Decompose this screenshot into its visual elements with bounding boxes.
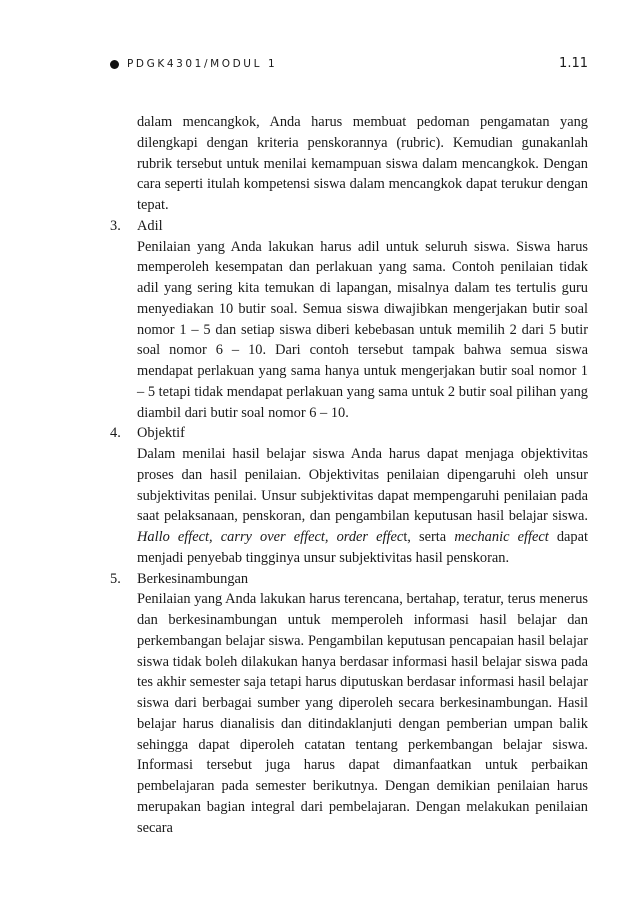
list-item-objektif <box>110 423 588 568</box>
page-body <box>110 112 588 838</box>
item-title: Objektif <box>137 425 185 442</box>
item-number: 4. <box>110 425 121 442</box>
page-header <box>110 55 588 77</box>
intro-paragraph: dalam mencangkok, Anda harus membuat pedoman pengamatan yang dilengkapi dengan kriteria penskorannya (rubric). Kemudian gunakanlah rubrik tersebut untuk menilai kemampuan siswa dalam mencangkok. Dengan cara seperti itulah kompetensi siswa dalam mencangkok dapat terukur dengan tepat. <box>137 114 588 213</box>
item-number: 5. <box>110 570 121 587</box>
item-text-part: dapat menjadi penyebab tingginya unsur subjektivitas hasil penskoran. <box>137 529 589 566</box>
item-text: Penilaian yang Anda lakukan harus terencana, bertahap, teratur, terus menerus dan berkesinambungan untuk memperoleh informasi hasil belajar dan perkembangan belajar siswa. Pengambilan keputusan pencapaian hasil belajar siswa tidak boleh dilakukan hanya berdasar informasi hasil belajar siswa pada tes akhir semester saja tetapi harus diputuskan berdasar informasi hasil belajar siswa dari berbagai sumber yang diperoleh secara berkesinambungan. Hasil belajar harus dianalisis dan ditindaklanjuti dengan pemberian umpan balik sehingga dapat diperoleh catatan tentang perkembangan belajar siswa. Informasi tersebut juga harus dapat dimanfaatkan untuk perbaikan pembelajaran pada semester berikutnya. Dengan demikian penilaian harus merupakan bagian integral dari pembelajaran. Dengan melakukan penilaian secara <box>137 591 588 836</box>
item-text-part: Dalam menilai hasil belajar siswa Anda harus dapat menjaga objektivitas proses dan hasil penilaian. Objektivitas penilaian dipengaruhi oleh unsur subjektivitas penilai. Unsur subjektivitas dapat mempengaruhi penilaian pada saat pelaksanaan, penskoran, dan pengambilan keputusan hasil belajar siswa. <box>137 446 588 525</box>
bullet-icon <box>110 60 119 69</box>
item-text-part: t, serta <box>403 529 455 545</box>
item-text <box>137 444 588 569</box>
item-title: Berkesinambungan <box>137 570 249 587</box>
item-number: 3. <box>110 217 121 234</box>
list-item-berkesinambungan <box>110 569 588 839</box>
module-code: PDGK4301/MODUL 1 <box>127 58 278 70</box>
list-item-adil <box>110 216 588 424</box>
item-text-italic: Hallo effect, carry over effect, order effec <box>137 529 404 545</box>
item-text: Penilaian yang Anda lakukan harus adil untuk seluruh siswa. Siswa harus memperoleh kesempatan dan perlakuan yang sama. Contoh penilaian tidak adil yang sering kita temukan di lapangan, misalnya dalam tes tertulis guru menyediakan 10 butir soal. Semua siswa diwajibkan mengerjakan butir soal nomor 1 – 5 dan setiap siswa diberi kebebasan untuk memilih 2 dari 5 butir soal nomor 6 – 10. Dari contoh tersebut tampak bahwa semua siswa mendapat perlakuan yang sama hanya untuk mengerjakan butir soal nomor 1 – 5 tetapi tidak mendapat perlakuan yang sama untuk 2 butir soal pilihan yang diambil dari butir soal nomor 6 – 10. <box>137 238 588 421</box>
item-title: Adil <box>137 217 163 234</box>
item-text-italic: mechanic effect <box>454 529 549 545</box>
page-number: 1.11 <box>559 56 588 71</box>
